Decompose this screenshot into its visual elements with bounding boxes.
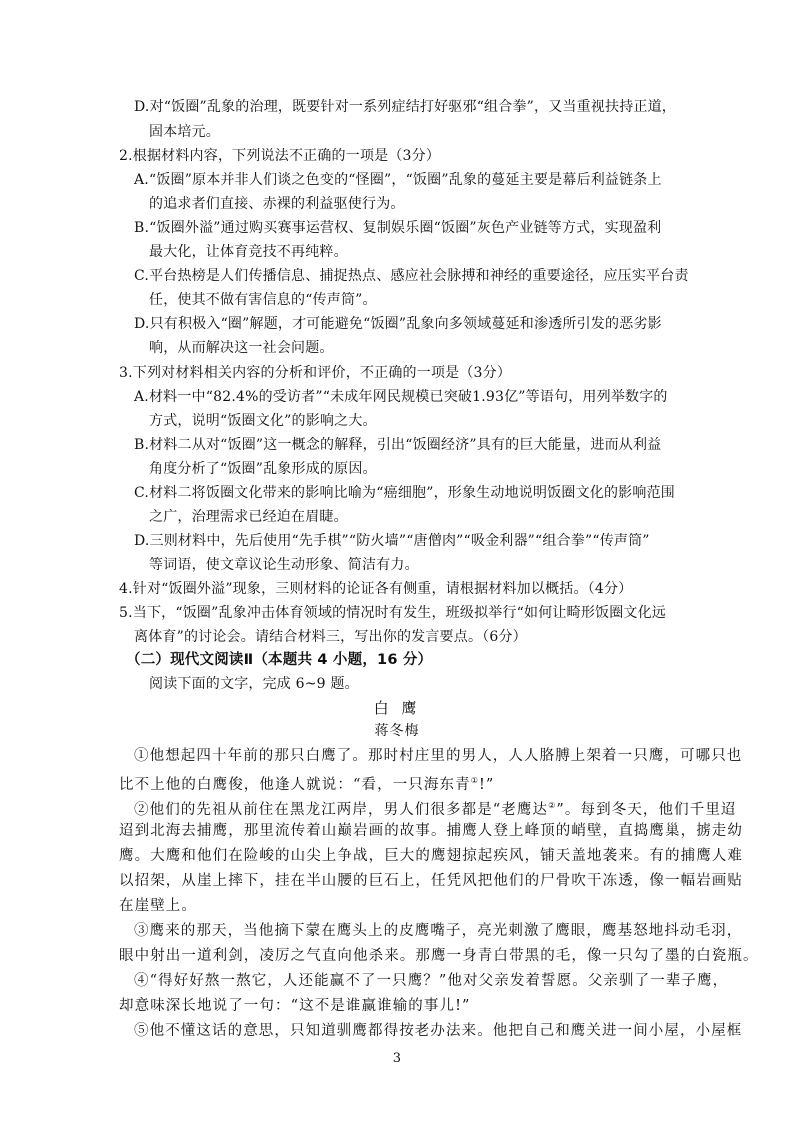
story-p3-line1: ③鹰来的那天，当他摘下蒙在鹰头上的皮鹰嘴子，亮光刺激了鹰眼，鹰基怒地抖动毛羽， [134,923,743,939]
story-author: 蒋冬梅 [374,723,420,739]
q2-option-c-line2: 任，使其不做有害信息的“传声筒”。 [149,292,377,308]
story-p4-line2: 却意味深长地说了一句：“这不是谁赢谁输的事儿!” [119,998,471,1014]
q2-option-b-line1: B.“饭圈外溢”通过购买赛事运营权、复制娱乐圈“饭圈”灰色产业链等方式，实现盈利 [134,220,662,236]
story-p1-line1: ①他想起四十年前的那只白鹰了。那时村庄里的男人，人人胳膊上架着一只鹰，可哪只也 [134,748,743,764]
story-p2-line5: 在崖壁上。 [119,898,197,914]
q1-option-d-line2: 固本培元。 [149,124,220,140]
story-title: 白 鹰 [373,699,421,717]
q2-option-d-line1: D.只有积极入“圈”解题，才可能避免“饭圈”乱象向多领域蔓延和渗透所引发的恶劣影 [134,316,662,332]
footnote-marker: ① [470,776,479,785]
q3-option-b-line2: 角度分析了“饭圈”乱象形成的原因。 [149,461,377,477]
q2-option-a-line2: 的追求者们直接、赤裸的利益驱使行为。 [149,196,405,212]
story-p2-line1: ②他们的先祖从前住在黑龙江两岸，男人们很多都是“老鹰达②”。每到冬天，他们千里迢 [134,801,737,818]
q3-option-d-line1: D.三则材料中，先后使用“先手棋”“防火墙”“唐僧肉”“吸金利器”“组合拳”“传声筒” [134,533,650,549]
story-p5-line1: ⑤他不懂这话的意思，只知道驯鹰都得按老办法来。他把自己和鹰关进一间小屋，小屋框 [134,1023,743,1039]
story-p3-line2: 眼中射出一道利剑，凌厉之气直向他杀来。那鹰一身青白带黑的毛，像一只勾了墨的白瓷瓶。 [119,948,759,964]
footnote-marker: ② [548,801,557,810]
q2-option-c-line1: C.平台热榜是人们传播信息、捕捉热点、感应社会脉搏和神经的重要途径，应压实平台责 [134,268,689,284]
q3-option-b-line1: B.材料二从对“饭圈”这一概念的解释，引出“饭圈经济”具有的巨大能量，进而从利益 [134,437,662,453]
q2-option-d-line2: 响，从而解决这一社会问题。 [149,340,334,356]
q3-option-d-line2: 等词语，使文章议论生动形象、简洁有力。 [149,557,419,573]
page-number: 3 [392,1051,402,1066]
q1-option-d-line1: D.对“饭圈”乱象的治理，既要针对一系列症结打好驱邪“组合拳”，又当重视扶持正道， [134,99,677,115]
q3-option-c-line2: 之广，治理需求已经迫在眉睫。 [149,509,348,525]
q2-stem: 2.根据材料内容，下列说法不正确的一项是（3分） [119,148,441,164]
story-p2-line3: 鹰。大鹰和他们在险峻的山尖上争战，巨大的鹰翅掠起疾风，铺天盖地袭来。有的捕鹰人难 [119,848,743,864]
q2-option-a-line1: A.“饭圈”原本并非人们谈之色变的“怪圈”，“饭圈”乱象的蔓延主要是幕后利益链条上 [134,172,662,188]
story-p2-line2: 迢到北海去捕鹰，那里流传着山巅岩画的故事。捕鹰人登上峰顶的峭壁，直捣鹰巢，掳走幼 [119,823,743,839]
story-p2-line4: 以招架，从崖上摔下，挂在半山腰的巨石上，任凭风把他们的尸骨吹干冻透，像一幅岩画贴 [119,873,743,889]
story-p1-line2: 比不上他的白鹰俊，他逢人就说：“看，一只海东青①!” [119,776,495,793]
q3-option-a-line1: A.材料一中“82.4%的受访者”“未成年网民规模已突破1.93亿”等语句，用列举数字的 [134,389,668,405]
q3-option-c-line1: C.材料二将饭圈文化带来的影响比喻为“癌细胞”，形象生动地说明饭圈文化的影响范围 [134,485,675,501]
q3-stem: 3.下列对材料相关内容的分析和评价，不正确的一项是（3分） [119,365,512,381]
q5-line2: 离体育”的讨论会。请结合材料三，写出你的发言要点。（6分） [134,629,527,645]
section-instruction: 阅读下面的文字，完成 6~9 题。 [149,676,359,692]
q4-stem: 4.针对“饭圈外溢”现象，三则材料的论证各有侧重，请根据材料加以概括。（4分） [119,581,633,597]
q5-line1: 5.当下，“饭圈”乱象冲击体育领域的情况时有发生，班级拟举行“如何让畸形饭圈文化远 [119,605,667,621]
q3-option-a-line2: 方式，说明“饭圈文化”的影响之大。 [149,413,377,429]
story-p4-line1: ④“得好好熬一熬它，人还能赢不了一只鹰？”他对父亲发着誓愿。父亲驯了一辈子鹰， [134,973,729,989]
q2-option-b-line2: 最大化，让体育竞技不再纯粹。 [149,244,348,260]
section-heading: （二）现代文阅读Ⅱ（本题共 4 小题，16 分） [126,652,433,668]
